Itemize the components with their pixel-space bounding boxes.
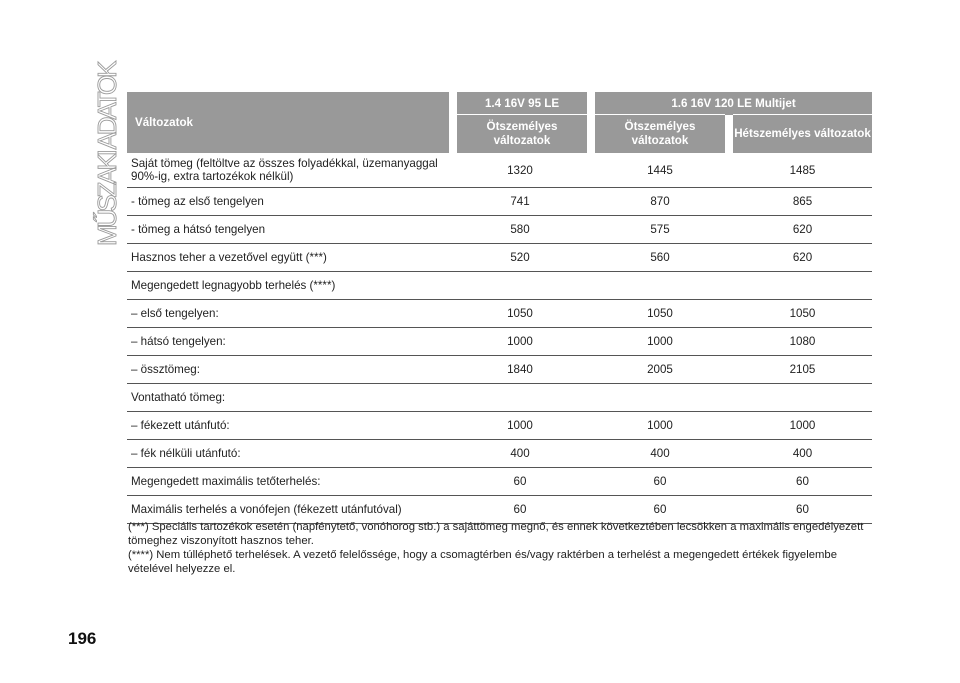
table-row [127,328,872,356]
table-row [127,468,872,496]
row-value: 1445 [595,153,725,188]
row-value [595,272,725,300]
row-label: Hasznos teher a vezetővel együtt (***) [127,244,453,272]
table-row [127,188,872,216]
row-value: 620 [733,244,872,272]
section-title [72,58,128,248]
table-row [127,300,872,328]
header-variant-3: Hétszemélyes változatok [733,115,872,154]
page-number: 196 [68,629,97,648]
header-gap [725,115,733,154]
row-value: 400 [733,440,872,468]
row-value: 520 [453,244,587,272]
row-value: 400 [453,440,587,468]
row-value: 741 [453,188,587,216]
row-value: 1000 [595,328,725,356]
row-value: 1000 [453,328,587,356]
footnote: (***) Speciális tartozékok esetén (napfénytető, vonóhorog stb.) a sajáttömeg megnő, és ennek következtében lecsökken a maximális engedélyezett tömeghez viszonyított hasznos teher. [128,521,864,547]
section-title-text: MŰSZAKI ADATOK [92,60,122,246]
table-row [127,244,872,272]
header-variant-2: Ötszemélyes változatok [595,115,725,154]
row-value: 1050 [595,300,725,328]
row-label: - tömeg a hátsó tengelyen [127,216,453,244]
row-value: 560 [595,244,725,272]
row-value: 1000 [733,412,872,440]
footnote: (****) Nem túlléphető terhelések. A vezető felelőssége, hogy a csomagtérben és/vagy raktérben a terhelést a megengedett értékek figyelembe vételével helyezze el. [128,549,837,575]
header-variants-label: Változatok [127,92,453,153]
row-label: – első tengelyen: [127,300,453,328]
row-value: 2105 [733,356,872,384]
weights-table [127,92,872,524]
row-value: 60 [733,496,872,524]
row-value: 1000 [453,412,587,440]
table-row [127,356,872,384]
row-label: Maximális terhelés a vonófejen (fékezett utánfutóval) [127,496,453,524]
row-value: 60 [595,468,725,496]
row-label: – fék nélküli utánfutó: [127,440,453,468]
row-value [733,272,872,300]
row-value: 1485 [733,153,872,188]
row-value: 1050 [453,300,587,328]
row-value: 1320 [453,153,587,188]
row-value: 865 [733,188,872,216]
row-value [733,384,872,412]
row-value: 60 [453,468,587,496]
row-label: – fékezett utánfutó: [127,412,453,440]
row-value: 1840 [453,356,587,384]
table-row [127,412,872,440]
row-label: Megengedett legnagyobb terhelés (****) [127,272,453,300]
row-label: Megengedett maximális tetőterhelés: [127,468,453,496]
row-label: Vontatható tömeg: [127,384,453,412]
row-value: 1000 [595,412,725,440]
header-engine-1: 1.4 16V 95 LE [453,92,587,115]
row-label: - tömeg az első tengelyen [127,188,453,216]
row-value: 620 [733,216,872,244]
row-value [453,272,587,300]
row-value: 1050 [733,300,872,328]
table-row [127,216,872,244]
row-value: 60 [453,496,587,524]
row-label: – hátsó tengelyen: [127,328,453,356]
footnotes [128,520,873,576]
row-value: 580 [453,216,587,244]
row-value: 1080 [733,328,872,356]
row-value: 60 [595,496,725,524]
header-variant-1: Ötszemélyes változatok [453,115,587,154]
header-engine-2: 1.6 16V 120 LE Multijet [595,92,872,115]
row-value [595,384,725,412]
table-row [127,153,872,188]
row-value: 400 [595,440,725,468]
row-value: 870 [595,188,725,216]
row-label: – össztömeg: [127,356,453,384]
row-value [453,384,587,412]
row-label: Saját tömeg (feltöltve az összes folyadékkal, üzemanyaggal 90%-ig, extra tartozékok nélkül) [127,153,453,188]
table-row [127,272,872,300]
header-gap [587,115,595,154]
header-gap [587,92,595,115]
row-value: 575 [595,216,725,244]
row-value: 2005 [595,356,725,384]
table-row [127,440,872,468]
table-row [127,384,872,412]
row-value: 60 [733,468,872,496]
